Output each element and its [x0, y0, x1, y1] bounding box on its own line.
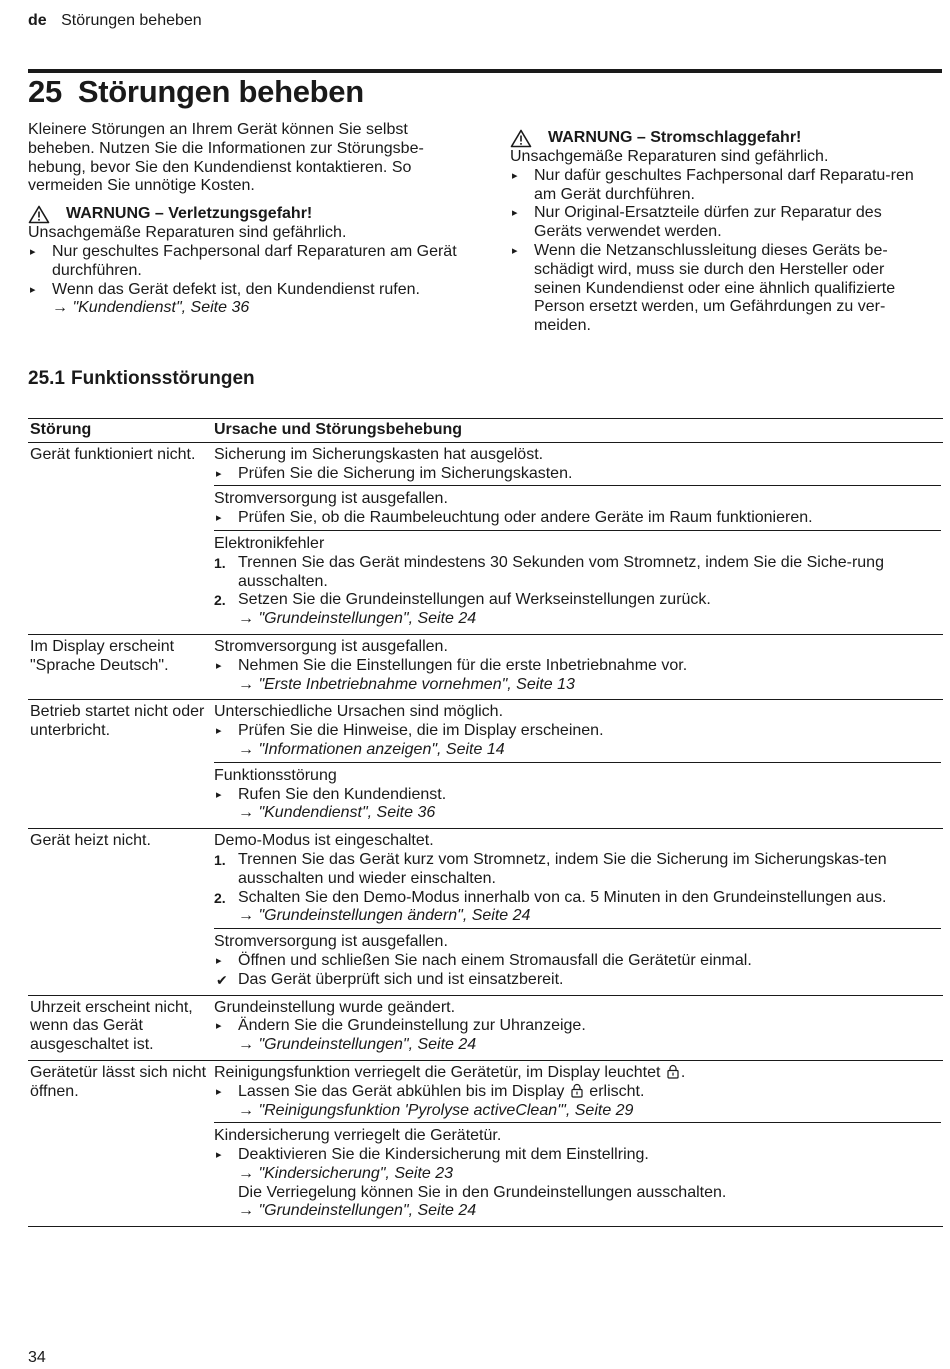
cross-reference-link[interactable]: → "Grundeinstellungen", Seite 24 [238, 610, 477, 628]
cause-text: Unterschiedliche Ursachen sind möglich. [214, 703, 504, 721]
remedy-text: Ändern Sie die Grundeinstellung zur Uhranzeige. [238, 1017, 586, 1035]
remedy-item [214, 851, 941, 889]
cause-line [214, 535, 941, 554]
cause-cell [212, 442, 943, 634]
bullet-marker: ▸ [216, 1085, 222, 1098]
cause-text: Stromversorgung ist ausgefallen. [214, 637, 448, 655]
bullet-marker: ▸ [216, 512, 222, 525]
cross-reference-link[interactable]: → "Grundeinstellungen", Seite 24 [238, 1036, 477, 1054]
remedy-item [214, 889, 941, 927]
cause-cell [212, 1060, 943, 1226]
warning-list [510, 167, 930, 336]
table-row [28, 634, 943, 699]
cause-text: Reinigungsfunktion verriegelt die Gerätetür, im Display leuchtet [214, 1063, 661, 1081]
cause-cell [212, 700, 943, 829]
remedy-text: Prüfen Sie die Sicherung im Sicherungskasten. [238, 464, 573, 482]
page-title [28, 74, 364, 110]
check-icon: ✔ [216, 971, 228, 988]
cause-text: Grundeinstellung wurde geändert. [214, 998, 456, 1016]
cause-block [214, 999, 941, 1057]
cause-text: Demo-Modus ist eingeschaltet. [214, 832, 434, 850]
cause-line [214, 1127, 941, 1146]
remedy-text: Trennen Sie das Gerät mindestens 30 Sekunden vom Stromnetz, indem Sie die Siche-rung ausschalten. [238, 553, 884, 590]
bullet-marker: ▸ [216, 659, 222, 672]
cross-reference-link[interactable]: → "Informationen anzeigen", Seite 14 [238, 740, 505, 758]
cause-line [214, 446, 941, 465]
cause-line [214, 767, 941, 786]
remedy-text: Trennen Sie das Gerät kurz vom Stromnetz, indem Sie die Sicherung im Sicherungskas-ten ausschalten und wieder einschalten. [238, 850, 887, 887]
language-code: de [28, 12, 47, 29]
warning-text: Unsachgemäße Reparaturen sind gefährlich. [28, 224, 347, 242]
remedy-list [214, 851, 941, 926]
troubleshooting-table [28, 418, 943, 1227]
cross-reference-link[interactable]: → "Grundeinstellungen", Seite 24 [238, 1202, 477, 1220]
cause-line [214, 999, 941, 1018]
cause-block [214, 638, 941, 696]
cause-text: Kindersicherung verriegelt die Gerätetür. [214, 1127, 502, 1145]
remedy-list [214, 1146, 941, 1221]
warning-text: Unsachgemäße Reparaturen sind gefährlich. [510, 148, 829, 165]
remedy-list [214, 722, 941, 760]
cross-reference-link[interactable]: → "Reinigungsfunktion 'Pyrolyse activeClean'", Seite 29 [238, 1101, 634, 1119]
cause-line [214, 703, 941, 722]
warning-title-electric [510, 129, 930, 148]
step-number: 1. [214, 851, 226, 868]
cause-block [214, 1064, 941, 1122]
lock-icon [571, 1083, 583, 1098]
list-item: ▸ Wenn die Netzanschlussleitung dieses Geräts be-schädigt wird, muss sie durch den Hersteller oder seinen Kundendienst oder eine ähnlich qualifizierte Person ersetzt werden, um Gefährdungen zu ver-meiden. [510, 242, 930, 336]
lock-icon [667, 1064, 679, 1079]
list-item: ▸ Wenn das Gerät defekt ist, den Kundendienst rufen. [28, 281, 468, 300]
list-item: ▸ Nur geschultes Fachpersonal darf Reparaturen am Gerät durchführen. [28, 243, 468, 281]
warning-list [28, 243, 468, 299]
warning-triangle-icon [28, 205, 50, 224]
cause-block [214, 530, 941, 631]
table-row [28, 1060, 943, 1226]
bullet-marker: ▸ [216, 467, 222, 480]
remedy-item [214, 1083, 941, 1121]
remedy-list [214, 657, 941, 695]
cause-block [214, 832, 941, 928]
remedy-text: Das Gerät überprüft sich und ist einsatzbereit. [238, 970, 564, 988]
remedy-text: Öffnen und schließen Sie nach einem Stromausfall die Gerätetür einmal. [238, 951, 752, 969]
remedy-item [214, 554, 941, 592]
remedy-item [214, 591, 941, 629]
remedy-text: Prüfen Sie, ob die Raumbeleuchtung oder andere Geräte im Raum funktionieren. [238, 509, 813, 527]
remedy-text: Nehmen Sie die Einstellungen für die erste Inbetriebnahme vor. [238, 656, 688, 674]
remedy-text: Lassen Sie das Gerät abkühlen bis im Display [238, 1082, 565, 1100]
remedy-list [214, 554, 941, 629]
cause-line [214, 933, 941, 952]
list-item: ▸ Nur dafür geschultes Fachpersonal darf Reparatu-ren am Gerät durchführen. [510, 167, 930, 205]
chapter-number: 25 [28, 74, 62, 109]
remedy-item [214, 657, 941, 695]
bullet-marker: ▸ [216, 1020, 222, 1033]
cause-block [214, 485, 941, 530]
title-rule [28, 69, 942, 73]
subsection-text: Funktionsstörungen [70, 368, 255, 389]
cause-line [214, 1064, 941, 1083]
cause-suffix: . [680, 1063, 686, 1081]
remedy-list [214, 465, 941, 484]
cause-block [214, 446, 941, 486]
remedy-item [214, 1146, 941, 1221]
step-number: 1. [214, 554, 226, 571]
cause-cell [212, 829, 943, 995]
cross-reference-link[interactable]: → "Kundendienst", Seite 36 [238, 804, 436, 822]
remedy-item [214, 509, 941, 528]
intro-paragraph: Kleinere Störungen an Ihrem Gerät können Sie selbst beheben. Nutzen Sie die Informationen zur Störungsbe-hebung, bevor Sie den Kundendienst kontaktieren. So vermeiden Sie unnötige Kosten. [28, 121, 424, 195]
remedy-text: Schalten Sie den Demo-Modus innerhalb von ca. 5 Minuten in den Grundeinstellungen aus. [238, 888, 887, 906]
warning-triangle-icon [510, 129, 532, 148]
cause-cell [212, 634, 943, 699]
bullet-marker: ▸ [216, 788, 222, 801]
cause-text: Elektronikfehler [214, 534, 325, 552]
cause-line [214, 832, 941, 851]
warning-title-injury [28, 205, 468, 224]
fault-cell: Gerät heizt nicht. [28, 829, 212, 995]
remedy-item [214, 465, 941, 484]
table-header-row [28, 419, 943, 443]
subsection-number: 25.1 [28, 368, 65, 389]
list-item: ▸ Nur Original-Ersatzteile dürfen zur Reparatur des Geräts verwendet werden. [510, 204, 930, 242]
cross-reference-link[interactable]: → "Kundendienst", Seite 36 [52, 299, 250, 317]
bullet-marker: ▸ [216, 954, 222, 967]
cause-block [214, 703, 941, 761]
remedy-list [214, 952, 941, 990]
remedy-item [214, 971, 941, 990]
remedy-list [214, 1083, 941, 1121]
bullet-marker: ▸ [216, 1149, 222, 1162]
left-column [28, 121, 468, 318]
subsection-title [28, 368, 255, 390]
remedy-text: Deaktivieren Sie die Kindersicherung mit dem Einstellring. [238, 1146, 649, 1164]
cross-reference-link[interactable]: → "Kindersicherung", Seite 23 [238, 1164, 454, 1182]
step-number: 2. [214, 889, 226, 906]
fault-cell: Gerätetür lässt sich nicht öffnen. [28, 1060, 212, 1226]
cause-block [214, 928, 941, 991]
cause-block [214, 1122, 941, 1223]
fault-cell: Im Display erscheint "Sprache Deutsch". [28, 634, 212, 699]
cause-block [214, 762, 941, 825]
table-row [28, 442, 943, 634]
remedy-list [214, 1017, 941, 1055]
cross-reference-link[interactable]: → "Grundeinstellungen ändern", Seite 24 [238, 907, 531, 925]
remedy-text-after: erlischt. [589, 1082, 645, 1100]
warning-title-text: WARNUNG – Stromschlaggefahr! [548, 129, 802, 147]
page-number: 34 [28, 1349, 46, 1366]
remedy-item [214, 952, 941, 971]
remedy-list [214, 509, 941, 528]
cause-text: Sicherung im Sicherungskasten hat ausgelöst. [214, 445, 544, 463]
cross-reference-link[interactable]: → "Erste Inbetriebnahme vornehmen", Seite 13 [238, 675, 575, 693]
remedy-note: Die Verriegelung können Sie in den Grundeinstellungen ausschalten. [238, 1183, 727, 1201]
running-header [28, 12, 202, 30]
table-row [28, 700, 943, 829]
running-header-section: Störungen beheben [61, 12, 202, 29]
remedy-text: Rufen Sie den Kundendienst. [238, 785, 447, 803]
warning-title-text: WARNUNG – Verletzungsgefahr! [66, 205, 313, 223]
cause-cell [212, 995, 943, 1060]
remedy-item [214, 786, 941, 824]
remedy-item [214, 722, 941, 760]
table-row [28, 995, 943, 1060]
chapter-title: Störungen beheben [77, 74, 364, 109]
remedy-text: Setzen Sie die Grundeinstellungen auf Werkseinstellungen zurück. [238, 591, 711, 609]
cause-text: Funktionsstörung [214, 766, 337, 784]
cause-line [214, 490, 941, 509]
right-column [510, 129, 930, 336]
fault-cell: Betrieb startet nicht oder unterbricht. [28, 700, 212, 829]
cause-line [214, 638, 941, 657]
fault-cell: Uhrzeit erscheint nicht, wenn das Gerät ausgeschaltet ist. [28, 995, 212, 1060]
bullet-marker: ▸ [216, 725, 222, 738]
column-header-cause: Ursache und Störungsbehebung [212, 419, 943, 443]
table-body [28, 442, 943, 1226]
remedy-list [214, 786, 941, 824]
remedy-text: Prüfen Sie die Hinweise, die im Display erscheinen. [238, 722, 604, 740]
table-row [28, 829, 943, 995]
fault-cell: Gerät funktioniert nicht. [28, 442, 212, 634]
cause-text: Stromversorgung ist ausgefallen. [214, 490, 448, 508]
remedy-item [214, 1017, 941, 1055]
step-number: 2. [214, 592, 226, 609]
cause-text: Stromversorgung ist ausgefallen. [214, 933, 448, 951]
column-header-fault: Störung [28, 419, 212, 443]
